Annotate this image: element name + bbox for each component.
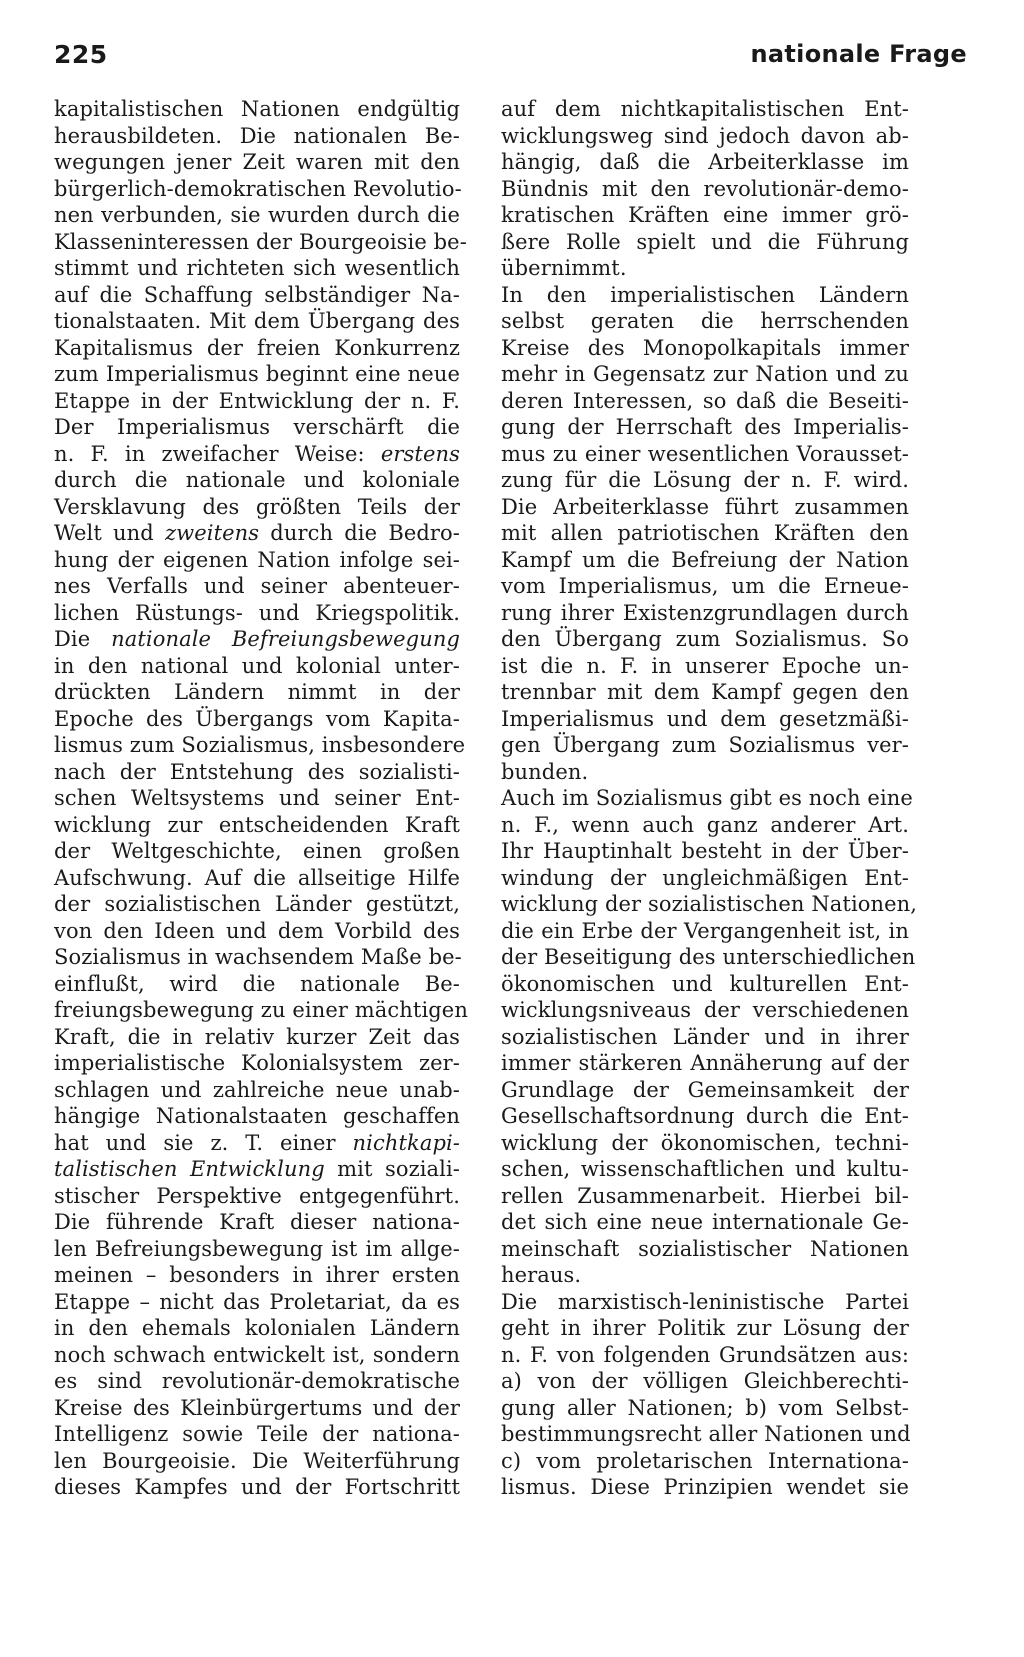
text-line [501,838,909,865]
text-run: lismus zum Sozialismus, insbesondere [54,733,466,757]
text-line [54,547,460,574]
text-line [54,1156,460,1183]
text-run: lismus. Diese Prinzipien wendet sie [501,1475,909,1499]
text-line [501,1130,909,1157]
text-run: hängige Nationalstaaten geschaffen [54,1104,460,1128]
text-run: n. F., wenn auch ganz anderer Art. [501,812,909,837]
text-run: der Weltgeschichte, einen großen [54,839,460,863]
text-line [501,679,909,706]
text-run: Grundlage der Gemeinsamkeit der [501,1077,909,1102]
text-line [501,176,909,203]
page-number: 225 [54,40,108,69]
text-line [501,441,909,468]
text-run: in den ehemals kolonialen Ländern [54,1316,460,1340]
text-line [501,388,909,415]
text-run: meinschaft sozialistischer Nationen [501,1236,909,1261]
text-line [54,361,460,388]
text-run: windung der ungleichmäßigen Ent- [501,865,909,890]
text-run: von den Ideen und dem Vorbild des [54,918,460,943]
text-run: n. F. von folgenden Grundsätzen aus: [501,1342,909,1367]
text-run: mit allen patriotischen Kräften den [501,521,909,545]
text-line [501,573,909,600]
text-line [54,600,460,627]
text-run: meinen – besonders in ihrer ersten [54,1263,460,1287]
text-line [501,1156,909,1183]
text-run: lichen Rüstungs- und Kriegspolitik. [54,600,460,625]
text-line [54,944,460,971]
text-line [54,1395,460,1422]
text-run: nen verbunden, sie wurden durch die [54,203,460,227]
text-run: in den national und kolonial unter- [54,653,460,678]
text-line [54,838,460,865]
text-run: Sozialismus in wachsendem Maße be- [54,945,462,969]
text-run: gung aller Nationen; b) vom Selbst- [501,1395,909,1420]
text-line [501,653,909,680]
text-line [54,388,460,415]
text-run: Ihr Hauptinhalt besteht in der Über- [501,839,909,863]
text-line [501,335,909,362]
text-run: deren Interessen, so daß die Beseiti- [501,388,909,413]
text-line [54,1448,460,1475]
text-line [54,573,460,600]
text-line [501,1342,909,1369]
text-line [54,626,460,653]
text-run: mit soziali- [324,1157,460,1181]
text-line [501,1421,909,1448]
text-run: schlagen und zahlreiche neue unab- [54,1077,460,1102]
text-line [54,149,460,176]
text-run: durch die nationale und koloniale [54,468,460,492]
text-line [54,865,460,892]
text-run: Die marxistisch-leninistische Partei [501,1289,909,1314]
text-line [54,1024,460,1051]
text-line [54,679,460,706]
text-run: det sich eine neue internationale Ge- [501,1210,909,1234]
page-header [54,40,967,80]
text-line [501,891,918,918]
text-run: noch schwach entwickelt ist, sondern [54,1342,460,1367]
text-run: geht in ihrer Politik zur Lösung der [501,1316,909,1340]
text-line [501,1209,909,1236]
text-line [501,414,909,441]
text-line [54,918,460,945]
text-line [501,1262,909,1289]
text-line [501,1024,909,1051]
text-line [54,123,460,150]
text-line [54,785,460,812]
text-line [54,282,460,309]
text-run: Kampf um die Befreiung der Nation [501,547,909,572]
text-line [54,520,460,547]
text-run: kratischen Kräften eine immer grö- [501,203,909,227]
text-line [501,944,916,971]
text-line [54,1209,460,1236]
text-run: wicklung der ökonomischen, techni- [501,1130,909,1155]
text-line [501,149,909,176]
text-run: trennbar mit dem Kampf gegen den [501,680,909,704]
text-line [501,361,909,388]
text-run: ökonomischen und kulturellen Ent- [501,971,909,996]
text-run: bürgerlich-demokratischen Revolutio- [54,176,462,201]
text-line [501,1448,909,1475]
text-line [54,1289,460,1316]
text-line [54,759,460,786]
text-line [54,176,460,203]
text-run: gung der Herrschaft des Imperialis- [501,415,909,439]
text-line [54,1342,460,1369]
text-line [54,467,460,494]
text-line [501,467,909,494]
text-line [501,1183,909,1210]
text-line [501,785,913,812]
text-run: Gesellschaftsordnung durch die Ent- [501,1104,909,1128]
text-run: rung ihrer Existenzgrundlagen durch [501,600,909,625]
left-text-column [54,96,468,1501]
text-line [501,626,909,653]
text-run: zum Imperialismus beginnt eine neue [54,362,460,386]
text-run: mus zu einer wesentlichen Vorausset- [501,441,909,466]
text-run: tionalstaaten. Mit dem Übergang des [54,309,460,333]
text-run: stischer Perspektive entgegenführt. [54,1183,460,1208]
text-line [501,812,909,839]
text-line [501,282,909,309]
text-run: Kapitalismus der freien Konkurrenz [54,335,460,360]
text-run: ist die n. F. in unserer Epoche un- [501,653,909,678]
text-line [54,1103,460,1130]
text-run: Die [54,627,112,651]
text-line [501,1395,909,1422]
text-line [501,706,909,733]
text-line [501,494,909,521]
text-run: Etappe – nicht das Proletariat, da es [54,1289,460,1314]
text-run: len Bourgeoisie. Die Weiterführung [54,1448,460,1473]
text-line [54,96,460,123]
text-line [501,1077,909,1104]
text-line [54,1236,460,1263]
text-line [54,891,460,918]
text-run: gen Übergang zum Sozialismus ver- [501,733,909,757]
text-line [54,1368,460,1395]
text-line [501,255,909,282]
text-run: Klasseninteressen der Bourgeoisie be- [54,229,467,254]
text-line [54,202,460,229]
text-line [501,229,909,256]
text-line [54,706,460,733]
text-run: hängig, daß die Arbeiterklasse im [501,150,909,174]
text-run: Epoche des Übergangs vom Kapita- [54,706,460,731]
text-line [501,865,909,892]
text-run: Kreise des Monopolkapitals immer [501,335,909,360]
text-run: mehr in Gegensatz zur Nation und zu [501,362,909,386]
text-run: wicklungsniveaus der verschiedenen [501,998,909,1022]
text-run: wegungen jener Zeit waren mit den [54,150,460,174]
text-line [54,1474,460,1501]
text-run: Kreise des Kleinbürgertums und der [54,1395,460,1420]
text-run: bunden. [501,759,589,784]
text-line [501,1474,909,1501]
text-run: freiungsbewegung zu einer mächtigen [54,998,468,1022]
text-line [501,520,909,547]
text-run: wicklung der sozialistischen Nationen, [501,892,918,916]
text-line [501,1368,909,1395]
text-run: wicklungsweg sind jedoch davon ab- [501,123,909,148]
text-run: n. F. in zweifacher Weise: [54,441,381,466]
text-line [54,308,460,335]
text-line [501,971,909,998]
text-run: Die Arbeiterklasse führt zusammen [501,494,909,519]
text-line [501,1103,909,1130]
text-line [501,547,909,574]
text-run: c) vom proletarischen Internationa- [501,1448,909,1473]
text-run: heraus. [501,1263,582,1287]
text-run: dieses Kampfes und der Fortschritt [54,1475,460,1499]
text-run: zung für die Lösung der n. F. wird. [501,468,909,492]
text-run: rellen Zusammenarbeit. Hierbei bil- [501,1183,909,1208]
text-line [501,1315,909,1342]
text-line [501,759,909,786]
text-run: Bündnis mit den revolutionär-demo- [501,176,909,201]
text-run: sozialistischen Länder und in ihrer [501,1024,909,1049]
text-run: nach der Entstehung des sozialisti- [54,759,460,784]
text-run: len Befreiungsbewegung ist im allge- [54,1236,460,1261]
text-line [54,441,460,468]
text-run: stimmt und richteten sich wesentlich [54,256,460,280]
text-run: a) von der völligen Gleichberechti- [501,1369,909,1393]
text-run: nes Verfalls und seiner abenteuer- [54,574,460,598]
text-run: der sozialistischen Länder gestützt, [54,892,460,916]
text-line [54,1421,460,1448]
text-line [501,1050,909,1077]
text-run: die ein Erbe der Vergangenheit ist, in [501,918,909,943]
text-run: bestimmungsrecht aller Nationen und [501,1422,911,1446]
text-line [54,997,468,1024]
text-line [54,229,467,256]
text-run: schen, wissenschaftlichen und kultu- [501,1157,909,1181]
text-run: vom Imperialismus, um die Erneue- [501,574,909,598]
text-run: auf die Schaffung selbständiger Na- [54,282,460,307]
text-run: herausbildeten. Die nationalen Be- [54,123,460,148]
text-run: In den imperialistischen Ländern [501,282,909,307]
text-run: hung der eigenen Nation infolge sei- [54,547,460,572]
italic-text-run: talistischen Entwicklung [54,1157,325,1181]
text-run: es sind revolutionär-demokratische [54,1369,460,1393]
text-run: kapitalistischen Nationen endgültig [54,97,460,121]
text-run: Der Imperialismus verschärft die [54,415,460,439]
text-line [54,1183,460,1210]
text-run: auf dem nichtkapitalistischen Ent- [501,97,909,121]
text-run: Welt und [54,521,165,545]
text-line [501,997,909,1024]
text-run: ßere Rolle spielt und die Führung [501,229,909,254]
text-line [501,202,909,229]
text-run: den Übergang zum Sozialismus. So [501,627,909,651]
text-line [54,494,460,521]
italic-text-run: nationale Befreiungsbewegung [111,627,460,651]
text-run: Die führende Kraft dieser nationa- [54,1210,460,1234]
text-run: Intelligenz sowie Teile der nationa- [54,1422,460,1446]
italic-text-run: zweitens [164,521,260,545]
italic-text-run: nichtkapi- [352,1130,460,1155]
text-line [54,653,460,680]
text-line [54,1262,460,1289]
text-line [501,96,909,123]
text-line [54,414,460,441]
text-run: übernimmt. [501,256,627,280]
right-text-column [501,96,918,1501]
text-line [501,1236,909,1263]
text-run: Versklavung des größten Teils der [54,494,460,519]
text-run: immer stärkeren Annäherung auf der [501,1051,909,1075]
italic-text-run: erstens [380,441,460,466]
text-line [501,308,909,335]
text-run: Auch im Sozialismus gibt es noch eine [501,786,913,810]
text-run: Etappe in der Entwicklung der n. F. [54,388,460,413]
text-line [54,255,460,282]
text-run: durch die Bedro- [259,521,460,545]
text-line [54,1130,460,1157]
text-line [54,1077,460,1104]
text-line [54,971,460,998]
text-run: selbst geraten die herrschenden [501,309,909,333]
text-line [54,1315,460,1342]
text-run: Aufschwung. Auf die allseitige Hilfe [54,865,460,890]
text-line [54,1050,460,1077]
text-line [501,123,909,150]
text-run: hat und sie z. T. einer [54,1130,353,1155]
text-run: der Beseitigung des unterschiedlichen [501,945,916,969]
text-line [501,600,909,627]
text-line [501,1289,909,1316]
text-run: Imperialismus und dem gesetzmäßi- [501,706,909,731]
text-run: wicklung zur entscheidenden Kraft [54,812,460,837]
running-head: nationale Frage [750,40,967,68]
text-line [54,335,460,362]
text-run: schen Weltsystems und seiner Ent- [54,786,460,810]
text-run: imperialistische Kolonialsystem zer- [54,1051,460,1075]
text-run: einflußt, wird die nationale Be- [54,971,460,996]
text-run: drückten Ländern nimmt in der [54,680,460,704]
text-line [501,918,909,945]
text-run: Kraft, die in relativ kurzer Zeit das [54,1024,460,1049]
text-line [54,812,460,839]
text-line [501,732,909,759]
text-line [54,732,466,759]
